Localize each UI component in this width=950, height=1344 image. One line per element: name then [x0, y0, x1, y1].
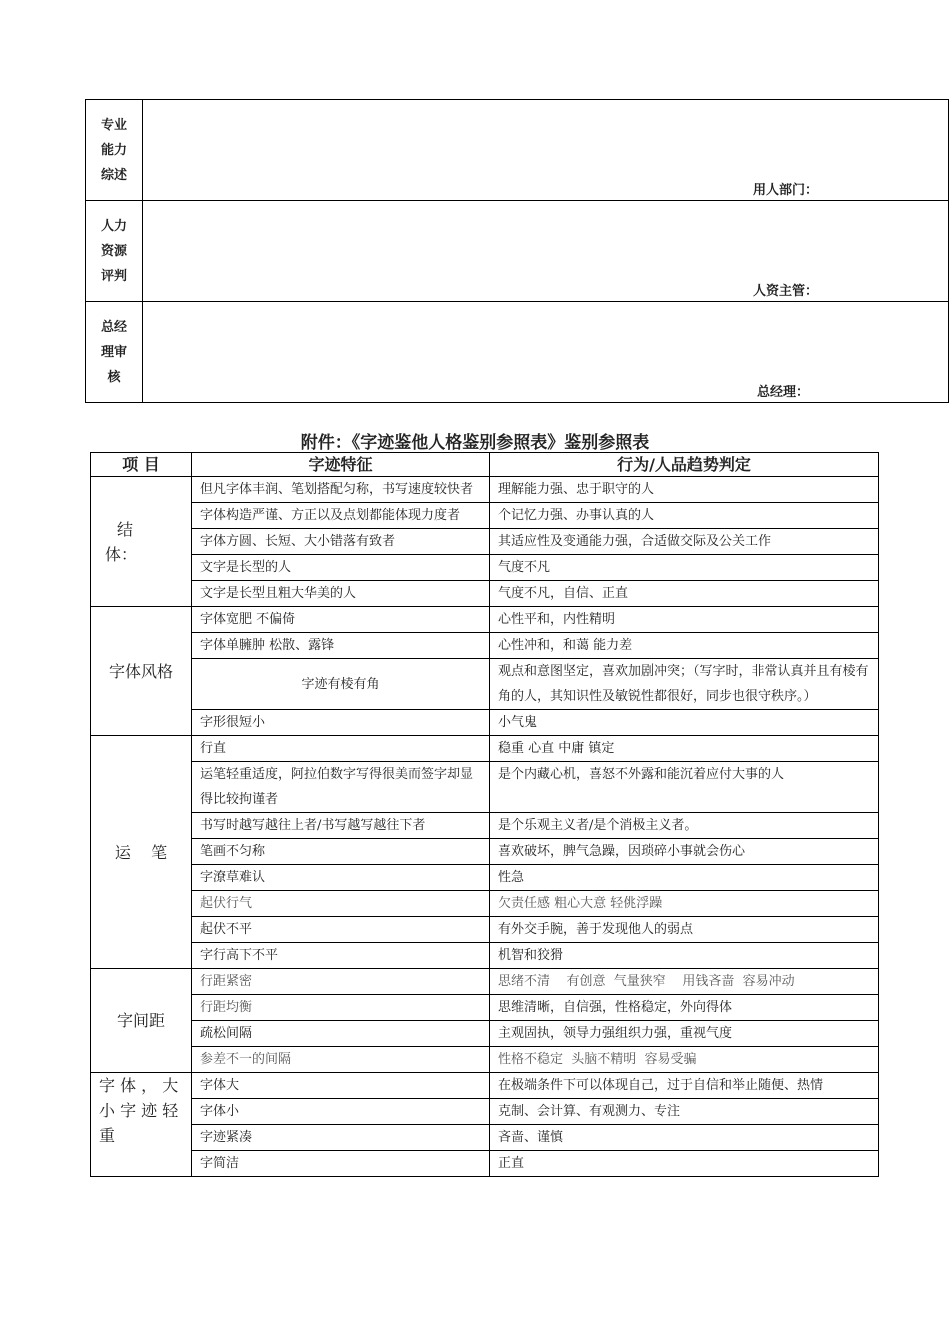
category-line: 字 体 ， 大: [99, 1076, 179, 1095]
feature-cell: 行距紧密: [192, 969, 490, 995]
feature-cell: 字迹有棱有角: [192, 659, 490, 710]
comment-area[interactable]: [143, 302, 949, 403]
feature-cell: 文字是长型的人: [192, 555, 490, 581]
approval-table: [85, 99, 949, 403]
feature-cell: 字体大: [192, 1073, 490, 1099]
table-row: [91, 762, 879, 813]
judgement-cell: 克制、会计算、有观测力、专注: [490, 1099, 879, 1125]
feature-cell: 字体小: [192, 1099, 490, 1125]
table-row: [91, 917, 879, 943]
signature-label: 总经理：: [757, 385, 810, 400]
judgement-cell: 小气鬼: [490, 710, 879, 736]
table-row: [91, 865, 879, 891]
judgement-cell: 主观固执，领导力强组织力强，重视气度: [490, 1021, 879, 1047]
table-row: [91, 529, 879, 555]
judgement-cell: 其适应性及变通能力强，合适做交际及公关工作: [490, 529, 879, 555]
judgement-cell: 有外交手腕，善于发现他人的弱点: [490, 917, 879, 943]
feature-cell: 字体单臃肿 松散、露锋: [192, 633, 490, 659]
table-row: [91, 633, 879, 659]
category-line: 体：: [105, 544, 138, 564]
judgement-cell: 思绪不清 有创意 气量狭窄 用钱吝啬 容易冲动: [490, 969, 879, 995]
row-label: [86, 201, 143, 302]
feature-cell: 文字是长型且粗大华美的人: [192, 581, 490, 607]
reference-title: 附件：《字迹鉴他人格鉴别参照表》鉴别参照表: [300, 433, 650, 453]
label-line: 能力: [100, 142, 127, 158]
feature-cell: 字体构造严谨、方正以及点划都能体现力度者: [192, 503, 490, 529]
header-row: [91, 453, 879, 477]
label-line: 专业: [100, 117, 127, 133]
judgement-cell: 理解能力强、忠于职守的人: [490, 477, 879, 503]
table-row: [91, 659, 879, 710]
table-row: [91, 943, 879, 969]
table-row: [91, 839, 879, 865]
table-row: [91, 1047, 879, 1073]
feature-cell: 字迹紧凑: [192, 1125, 490, 1151]
table-row: [91, 710, 879, 736]
row-label: [86, 100, 143, 201]
table-row: [91, 1151, 879, 1177]
table-row: [91, 1021, 879, 1047]
judgement-cell: 稳重 心直 中庸 镇定: [490, 736, 879, 762]
feature-cell: 行直: [192, 736, 490, 762]
table-row: [91, 891, 879, 917]
judgement-cell: 正直: [490, 1151, 879, 1177]
category-cell: 字间距: [91, 969, 192, 1073]
signature-label: 人资主管：: [753, 284, 819, 299]
header-feature: 字迹特征: [192, 453, 490, 477]
judgement-cell: 在极端条件下可以体现自己，过于自信和举止随便、热情: [490, 1073, 879, 1099]
comment-area[interactable]: [143, 100, 949, 201]
judgement-cell: 喜欢破坏，脾气急躁，因琐碎小事就会伤心: [490, 839, 879, 865]
comment-area[interactable]: [143, 201, 949, 302]
table-row: [91, 1073, 879, 1099]
table-row: [91, 1125, 879, 1151]
table-row: [91, 607, 879, 633]
judgement-cell: 吝啬、谨慎: [490, 1125, 879, 1151]
feature-cell: 但凡字体丰润、笔划搭配匀称，书写速度较快者: [192, 477, 490, 503]
row-label: [86, 302, 143, 403]
category-cell: [91, 477, 192, 607]
label-line: 综述: [100, 167, 127, 183]
feature-cell: 字体宽肥 不偏倚: [192, 607, 490, 633]
judgement-cell: 心性冲和，和蔼 能力差: [490, 633, 879, 659]
label-line: 核: [107, 369, 121, 385]
category-line: 结: [117, 519, 134, 539]
judgement-cell: 机智和狡猾: [490, 943, 879, 969]
feature-cell: 字形很短小: [192, 710, 490, 736]
signature-label: 用人部门：: [753, 183, 819, 198]
judgement-cell: 心性平和，内性精明: [490, 607, 879, 633]
feature-cell: 起伏行气: [192, 891, 490, 917]
feature-cell: 参差不一的间隔: [192, 1047, 490, 1073]
table-row: [91, 477, 879, 503]
judgement-cell: 性急: [490, 865, 879, 891]
category-line: 重: [99, 1126, 116, 1145]
table-row: [91, 736, 879, 762]
feature-cell: 字体方圆、长短、大小错落有致者: [192, 529, 490, 555]
table-row: [91, 995, 879, 1021]
label-line: 理审: [100, 344, 127, 360]
table-row: [91, 581, 879, 607]
approval-row-professional: [86, 100, 949, 201]
category-line: 小 字 迹 轻: [99, 1101, 179, 1120]
table-row: [91, 555, 879, 581]
label-line: 资源: [100, 243, 127, 259]
approval-row-gm: [86, 302, 949, 403]
judgement-cell: 思维清晰，自信强，性格稳定，外向得体: [490, 995, 879, 1021]
feature-cell: 行距均衡: [192, 995, 490, 1021]
judgement-cell: 气度不凡，自信、正直: [490, 581, 879, 607]
feature-cell: 笔画不匀称: [192, 839, 490, 865]
judgement-cell: 是个内藏心机，喜怒不外露和能沉着应付大事的人: [490, 762, 879, 813]
header-item: 项 目: [91, 453, 192, 477]
reference-table: [90, 452, 879, 1177]
feature-cell: 起伏不平: [192, 917, 490, 943]
feature-cell: 运笔轻重适度，阿拉伯数字写得很美而签字却显得比较拘谨者: [192, 762, 490, 813]
table-row: [91, 503, 879, 529]
judgement-cell: 欠责任感 粗心大意 轻佻浮躁: [490, 891, 879, 917]
feature-cell: 疏松间隔: [192, 1021, 490, 1047]
judgement-cell: 个记忆力强、办事认真的人: [490, 503, 879, 529]
label-line: 总经: [100, 319, 127, 335]
judgement-cell: 性格不稳定 头脑不精明 容易受骗: [490, 1047, 879, 1073]
table-row: [91, 969, 879, 995]
judgement-cell: 是个乐观主义者/是个消极主义者。: [490, 813, 879, 839]
judgement-cell: 气度不凡: [490, 555, 879, 581]
judgement-cell: 观点和意图坚定，喜欢加剧冲突；（写字时，非常认真并且有棱有角的人，其知识性及敏锐性都很好，同步也很守秩序。）: [490, 659, 879, 710]
label-line: 人力: [100, 218, 127, 234]
feature-cell: 字简洁: [192, 1151, 490, 1177]
category-cell: [91, 1073, 192, 1177]
table-row: [91, 1099, 879, 1125]
label-line: 评判: [100, 268, 127, 284]
table-row: [91, 813, 879, 839]
category-cell: 字体风格: [91, 607, 192, 736]
category-cell: 运 笔: [91, 736, 192, 969]
approval-row-hr: [86, 201, 949, 302]
feature-cell: 字潦草难认: [192, 865, 490, 891]
feature-cell: 字行高下不平: [192, 943, 490, 969]
header-judgement: 行为/人品趋势判定: [490, 453, 879, 477]
feature-cell: 书写时越写越往上者/书写越写越往下者: [192, 813, 490, 839]
